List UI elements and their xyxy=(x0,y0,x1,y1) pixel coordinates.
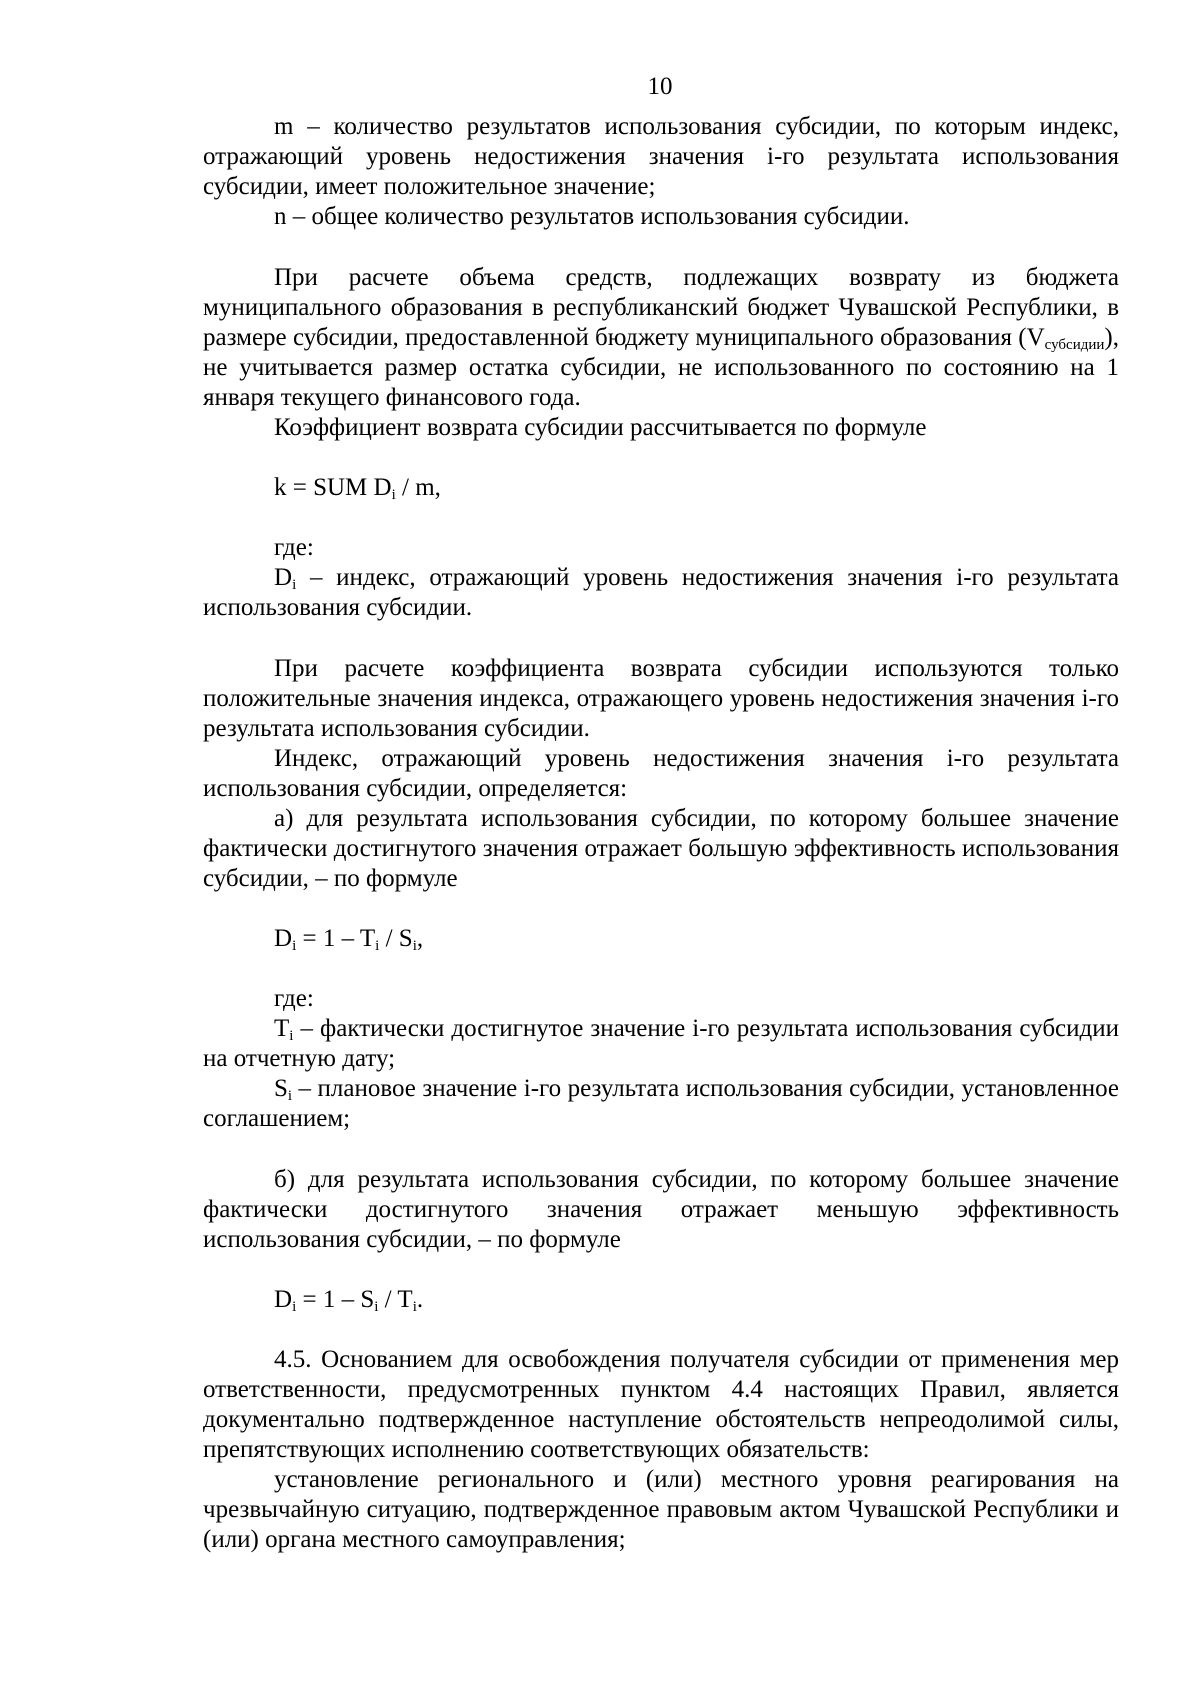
formula-coefficient: k = SUM $D_i$ / m, xyxy=(274,474,441,503)
paragraph-si-definition: $S_i$ – плановое значение i-го результата использования субсидии, установленное соглашением; xyxy=(203,1075,1119,1132)
paragraph-positive-values: При расчете коэффициента возврата субсидии используются только положительные значения индекса, отражающего уровень недостижения значения i-го результата использования субсидии. xyxy=(203,655,1119,742)
formula-case-b: $D_i = 1 - S_i / T_i$. xyxy=(274,1286,424,1315)
paragraph-calculation-volume: При расчете объема средств, подлежащих возврату из бюджета муниципального образования в республиканский бюджет Чувашской Республики, в размере субсидии, предоставленной бюджету муниципального образования $(V_{субсидии})$, не учитывается размер остатка субсидии, не использованного по состоянию на 1 января текущего финансового года. xyxy=(203,264,1119,411)
where-label-2: где: xyxy=(274,985,314,1012)
paragraph-ti-definition: $T_i$ – фактически достигнутое значение i-го результата использования субсидии на отчетную дату; xyxy=(203,1015,1119,1072)
paragraph-coefficient-intro: Коэффициент возврата субсидии рассчитывается по формуле xyxy=(274,414,927,441)
paragraph-emergency: установление регионального и (или) местного уровня реагирования на чрезвычайную ситуацию, подтвержденное правовым актом Чувашской Республики и (или) органа местного самоуправления; xyxy=(203,1466,1119,1553)
paragraph-4-5: 4.5. Основанием для освобождения получателя субсидии от применения мер ответственности, предусмотренных пунктом 4.4 настоящих Правил, является документально подтвержденное наступление обстоятельств непреодолимой силы, препятствующих исполнению соответствующих обязательств: xyxy=(203,1346,1119,1463)
paragraph-case-b: б) для результата использования субсидии, по которому большее значение фактически достигнутого значения отражает меньшую эффективность использования субсидии, – по формуле xyxy=(203,1166,1119,1253)
paragraph-case-a: а) для результата использования субсидии, по которому большее значение фактически достигнутого значения отражает большую эффективность использования субсидии, – по формуле xyxy=(203,805,1119,892)
paragraph-index-definition: Индекс, отражающий уровень недостижения значения i-го результата использования субсидии, определяется: xyxy=(203,745,1119,802)
document-body xyxy=(203,112,1119,1555)
paragraph-m-definition: m – количество результатов использования субсидии, по которым индекс, отражающий уровень недостижения значения i-го результата использования субсидии, имеет положительное значение; xyxy=(203,113,1119,200)
formula-case-a: $D_i = 1 - T_i / S_i$, xyxy=(274,925,424,954)
page-number: 10 xyxy=(647,73,673,100)
where-label-1: где: xyxy=(274,534,314,561)
paragraph-di-definition: $D_i$ – индекс, отражающий уровень недостижения значения i-го результата использования субсидии. xyxy=(203,564,1119,621)
paragraph-n-definition: n – общее количество результатов использования субсидии. xyxy=(274,203,910,230)
